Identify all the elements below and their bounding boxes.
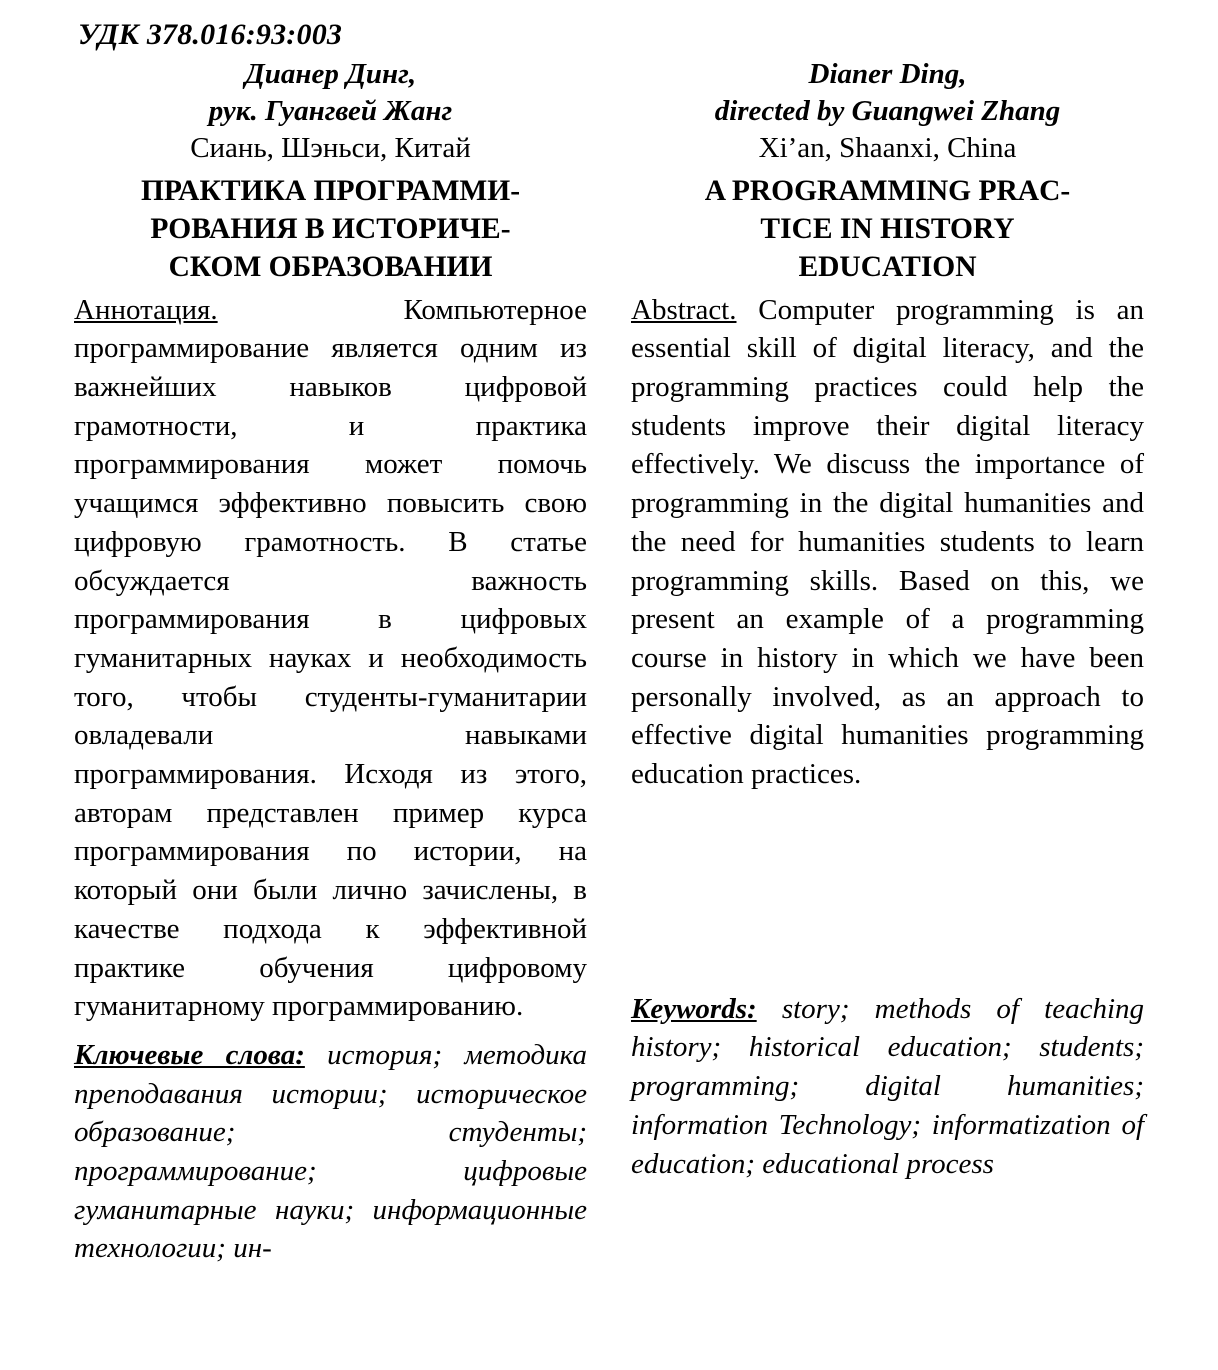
abstract-ru (74, 291, 587, 1026)
column-russian (74, 56, 587, 1268)
article-title-en (631, 173, 1144, 286)
abstract-text-ru: Компьютерное программирование является одним из важнейших навыков цифровой грамотности, и практика программирования может помочь учащимся эффективно повысить свою цифровую грамотность. В статье обсуждается важность программирования в цифровых гуманитарных науках и необходимость того, чтобы студенты-гуманитарии овладевали навыками программирования. Исходя из этого, авторам представлен пример курса программирования по истории, на который они были лично зачислены, в качестве подхода к эффективной практике обучения цифровому гуманитарному программированию. (74, 293, 587, 1023)
authors-block-ru (74, 56, 587, 130)
abstract-text-en: Computer programming is an essential skill of digital literacy, and the programming practices could help the students improve their digital literacy effectively. We discuss the importance of programming in the digital humanities and the need for humanities students to learn programming skills. Based on this, we present an example of a programming course in history in which we have been personally involved, as an approach to effective digital humanities programming education practices. (631, 293, 1144, 791)
keywords-label-ru: Ключевые слова: (74, 1038, 305, 1071)
article-title-en-line-1: A PROGRAMMING PRAC- (704, 175, 1071, 208)
article-title-ru (74, 173, 587, 286)
keywords-text-ru: история; методика преподавания истории; историческое образование; студенты; программирование; цифровые гуманитарные науки; информационные технологии; ин- (74, 1038, 587, 1265)
udk-code: УДК 378.016:93:003 (78, 18, 343, 51)
keywords-label-en: Keywords: (631, 992, 757, 1025)
abstract-label-ru: Аннотация. (74, 293, 218, 326)
two-column-layout (74, 56, 1144, 1268)
keywords-ru (74, 1036, 587, 1268)
author-name-ru: Дианер Динг, (244, 58, 417, 90)
author-name-en: Dianer Ding, (808, 58, 967, 90)
abstract-en (631, 291, 1144, 794)
keywords-text-en: story; methods of teaching history; historical education; students; programming; digital humanities; information Technology; informatization of education; educational process (631, 992, 1144, 1180)
article-title-en-line-3: EDUCATION (798, 250, 977, 283)
affiliation-ru: Сиань, Шэньси, Китай (190, 131, 471, 164)
article-title-ru-line-3: СКОМ ОБРАЗОВАНИИ (168, 250, 493, 283)
article-title-ru-line-1: ПРАКТИКА ПРОГРАММИ- (140, 175, 521, 208)
author-supervisor-ru: рук. Гуангвей Жанг (208, 94, 453, 127)
authors-block-en (631, 56, 1144, 130)
affiliation-en: Xi’an, Shaanxi, China (758, 131, 1017, 164)
article-title-ru-line-2: РОВАНИЯ В ИСТОРИЧЕ- (150, 213, 511, 246)
author-supervisor-en: directed by Guangwei Zhang (714, 94, 1061, 127)
keywords-en (631, 990, 1144, 1184)
article-page (0, 18, 1218, 1370)
abstract-label-en: Abstract. (631, 293, 737, 326)
article-title-en-line-2: TICE IN HISTORY (760, 213, 1015, 246)
column-english (631, 56, 1144, 1268)
